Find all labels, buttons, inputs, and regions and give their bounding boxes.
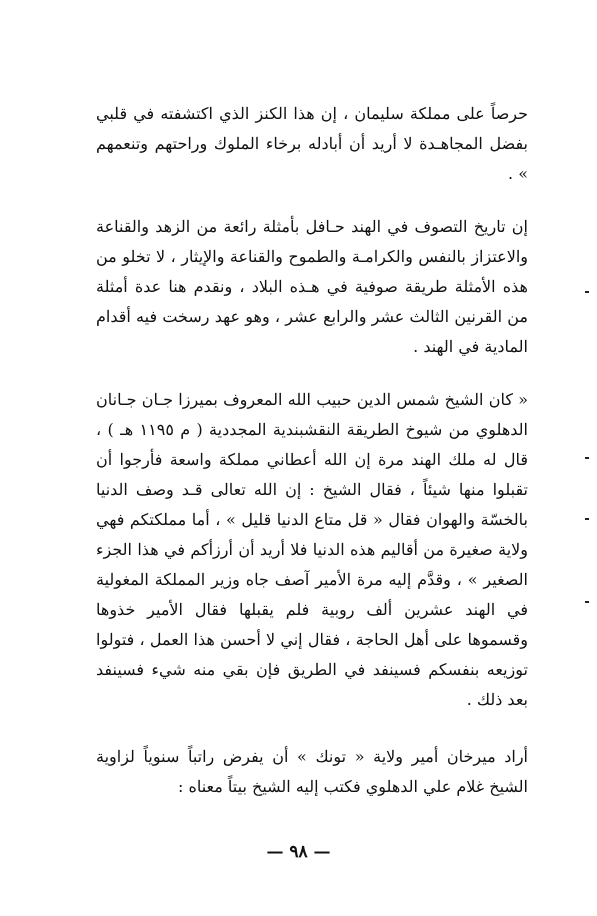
- paragraph-2: إن تاريخ التصوف في الهند حـافل بأمثلة رائعة من الزهد والقناعة والاعتزاز بالنفس والكرامـة والطموح والقناعة والإيثار ، لا تخلو من هذه الأمثلة طريقة صوفية في هـذه البلاد ، ونقدم هنا عدة أمثلة من القرنين الثالث عشر والرابع عشر ، وهو عهد رسخت فيه أقدام المادية في الهند .: [96, 217, 529, 356]
- margin-mark: [585, 291, 589, 293]
- margin-mark: [585, 601, 589, 603]
- paragraph-1: حرصاً على مملكة سليمان ، إن هذا الكنز الذي اكتشفته في قلبي بفضل المجاهـدة لا أريد أن أبادله برخاء الملوك وراحتهم وتنعمهم » .: [96, 104, 528, 183]
- margin-mark: [585, 457, 589, 459]
- margin-mark: [585, 518, 589, 520]
- paragraph-4: أراد ميرخان أمير ولاية « تونك » أن يفرض راتباً سنوياً لزاوية الشيخ غلام علي الدهلوي فكتب إليه الشيخ بيتاً معناه :: [96, 747, 528, 796]
- page-number: — ٩٨ —: [266, 842, 331, 862]
- paragraph-3: « كان الشيخ شمس الدين حبيب الله المعروف بميرزا جـان جـانان الدهلوي من شيوخ الطريقة النقشبندية المجددية ( م ١١٩٥ هـ ) ، قال له ملك الهند مرة إن الله أعطاني مملكة واسعة فأرجوا أن تقبلوا منها شيئاً ، فقال الشيخ : إن الله تعالى قـد وصف الدنيا بالخسّة والهوان فقال « قل متاع الدنيا قليل » ، أما مملكتكم فهي ولاية صغيرة من أقاليم هذه الدنيا فلا أريد أن أرزأكم في هذا الجزء الصغير » ، وقدَّم إليه مرة الأمير آصف جاه وزير المملكة المغولية في الهند عشرين ألف روبية فلم يقبلها فقال الأمير خذوها وقسموها على أهل الحاجة ، فقال إني لا أحسن هذا العمل ، فتولوا توزيعه بنفسكم فسينفد في الطريق فإن بقي منه شيء فسينفد بعد ذلك .: [96, 390, 528, 709]
